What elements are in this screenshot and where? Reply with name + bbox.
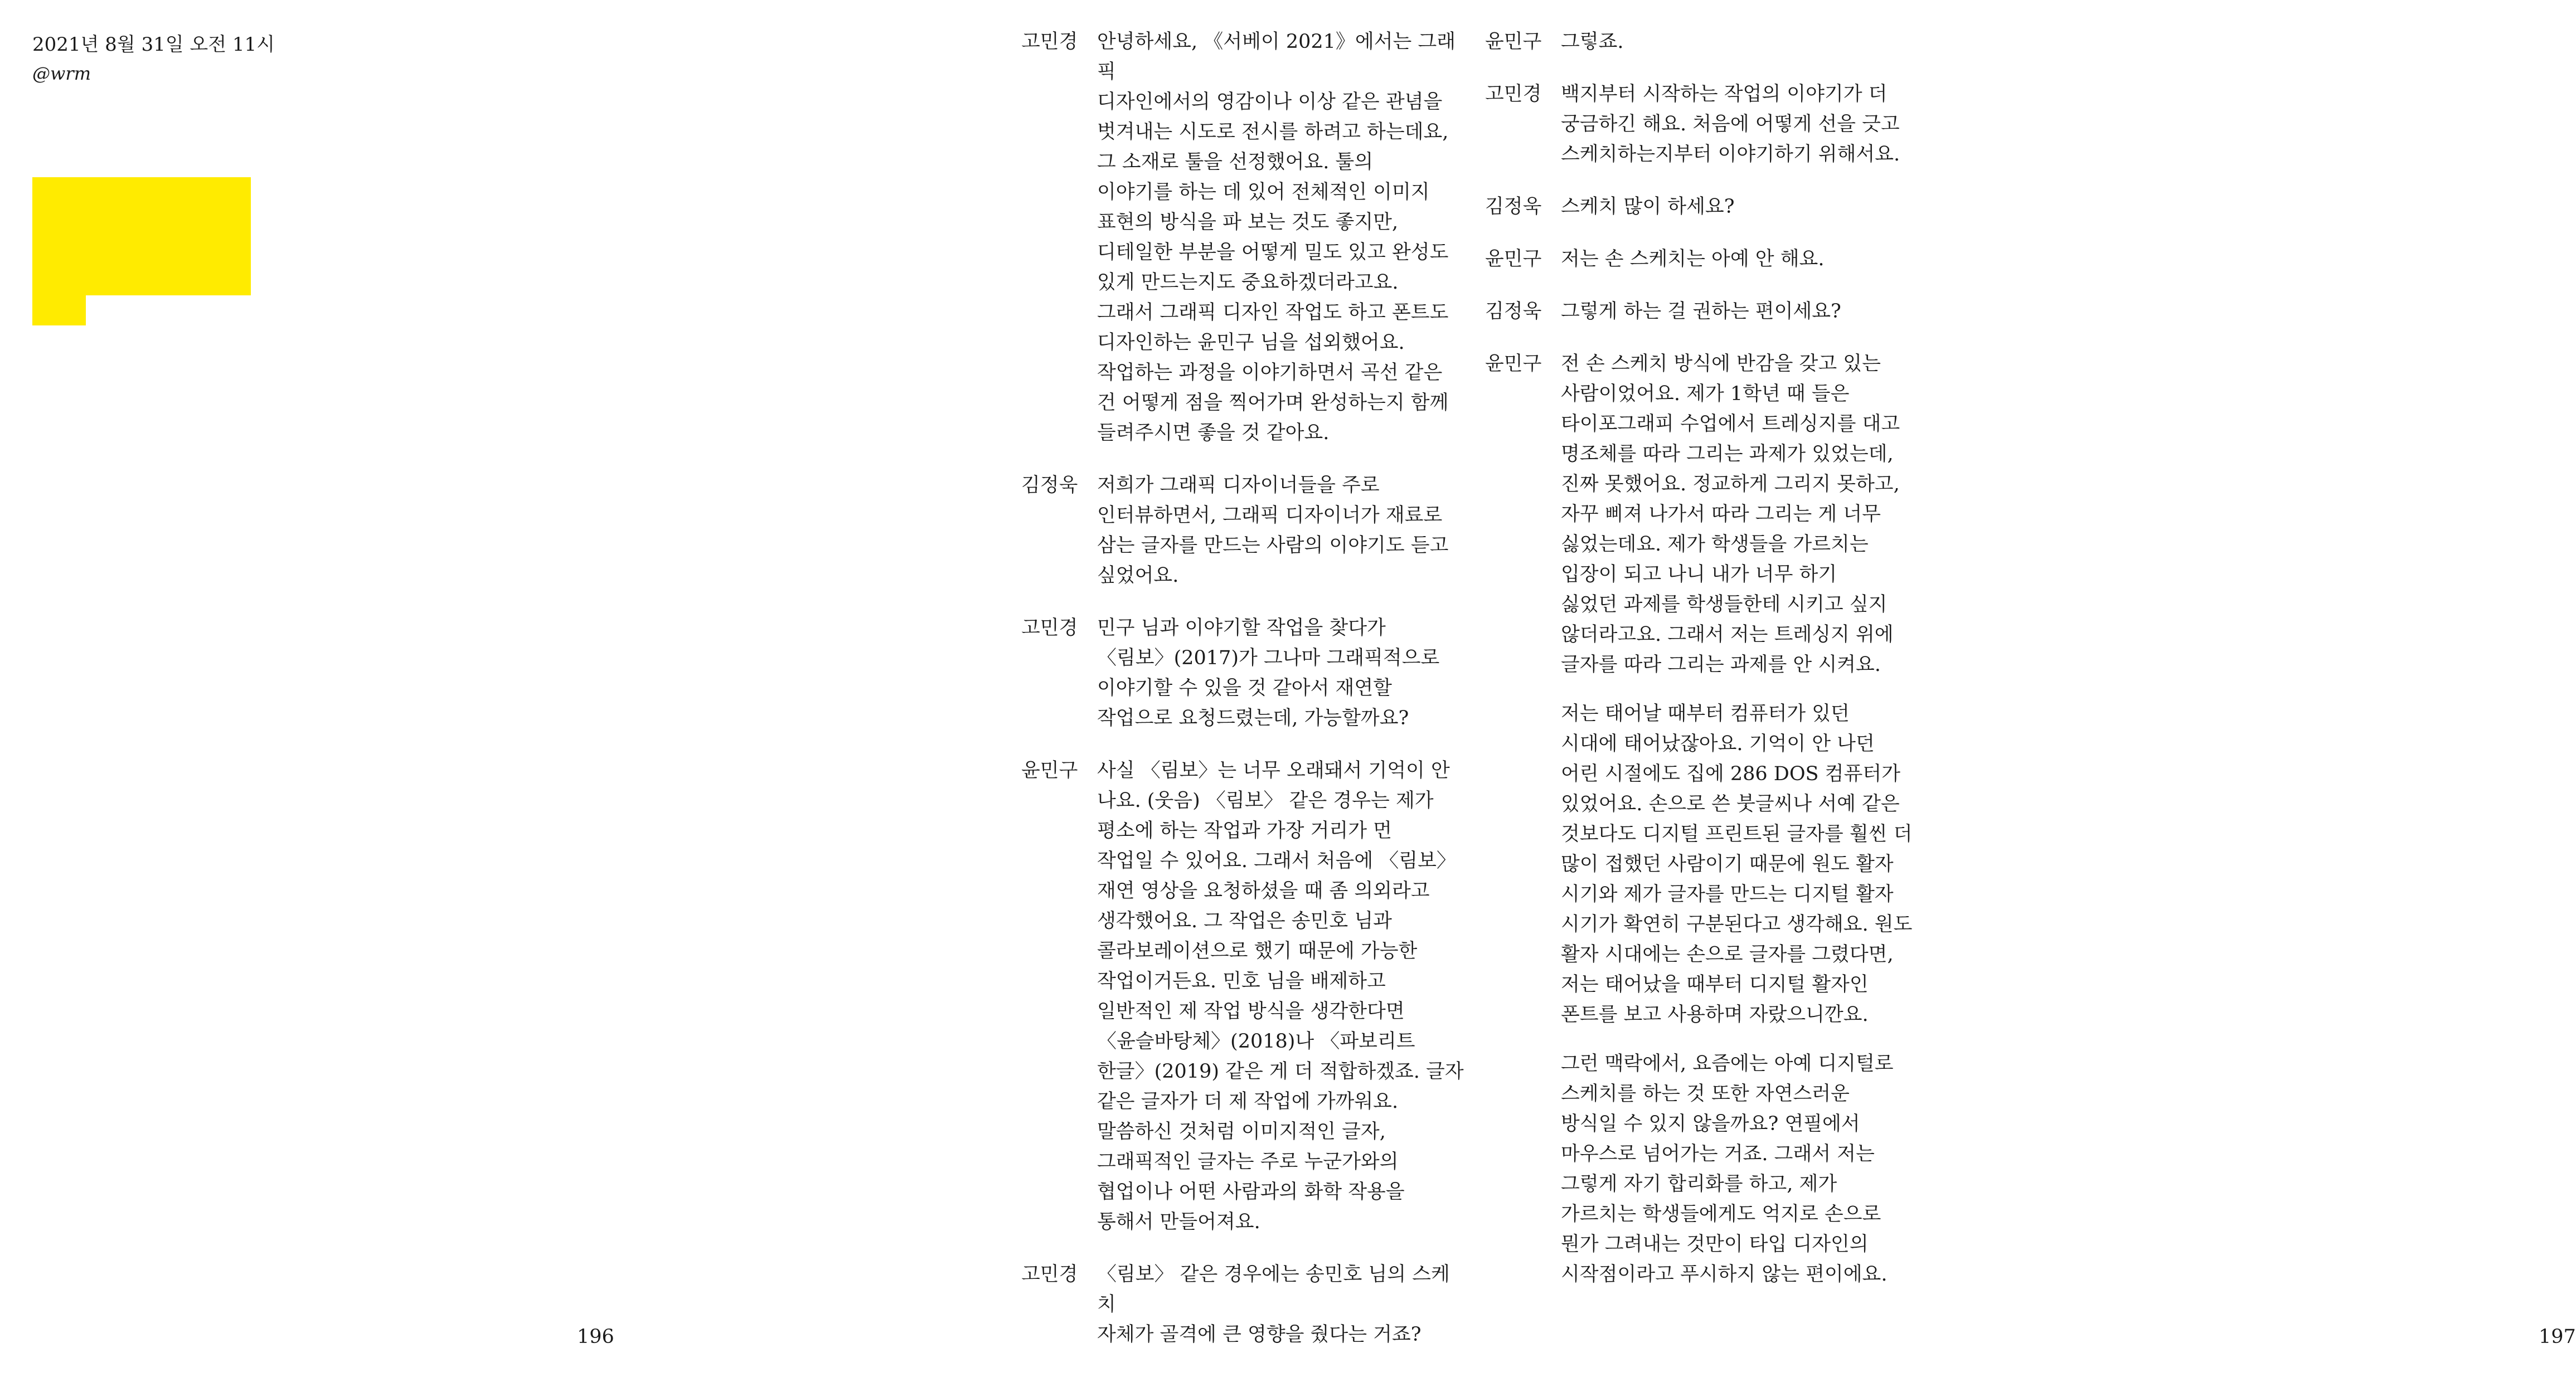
dialogue-body	[1561, 192, 1931, 222]
dialogue-turn	[1021, 613, 1467, 733]
dialogue-paragraph: 〈림보〉 같은 경우에는 송민호 님의 스케치 자체가 골격에 큰 영향을 줬다는 거죠?	[1097, 1263, 1450, 1346]
yellow-block-graphic	[32, 177, 251, 325]
dialogue-paragraph: 저는 손 스케치는 아예 안 해요.	[1561, 248, 1825, 270]
dialogue-turn	[1021, 756, 1467, 1237]
session-date: 2021년 8월 31일 오전 11시	[32, 33, 275, 56]
dialogue-paragraph: 저희가 그래픽 디자이너들을 주로 인터뷰하면서, 그래픽 디자이너가 재료로 삼는 글자를 만드는 사람의 이야기도 듣고 싶었어요.	[1097, 474, 1449, 587]
page-number-right: 197	[2539, 1326, 2576, 1348]
speaker-name: 김정욱	[1485, 300, 1542, 323]
speaker-name: 윤민구	[1485, 248, 1542, 270]
dialogue-turn	[1485, 349, 1931, 1289]
dialogue-body	[1097, 613, 1467, 733]
dialogue-paragraph: 전 손 스케치 방식에 반감을 갖고 있는 사람이었어요. 제가 1학년 때 들은 타이포그래피 수업에서 트레싱지를 대고 명조체를 따라 그리는 과제가 있었는데, 진짜 못했어요. 정교하게 그리지 못하고, 자꾸 삐져 나가서 따라 그리는 게 너무 싫었는데요. 제가 학생들을 가르치는 입장이 되고 나니 내가 너무 하기 싫었던 과제를 학생들한테 시키고 싶지 않더라고요. 그래서 저는 트레싱지 위에 글자를 따라 그리는 과제를 안 시켜요.	[1561, 353, 1900, 676]
dialogue-body	[1097, 470, 1467, 591]
interview-column-2	[1485, 27, 1931, 1312]
left-page	[0, 0, 974, 1382]
dialogue-turn	[1485, 244, 1931, 274]
dialogue-body	[1561, 296, 1931, 327]
dialogue-paragraph: 그런 맥락에서, 요즘에는 아예 디지털로 스케치를 하는 것 또한 자연스러운 방식일 수 있지 않을까요? 연필에서 마우스로 넘어가는 거죠. 그래서 저는 그렇게 자기 합리화를 하고, 제가 가르치는 학생들에게도 억지로 손으로 뭔가 그려내는 것만이 타입 디자인의 시작점이라고 푸시하지 않는 편이에요.	[1561, 1053, 1894, 1286]
dialogue-paragraph: 민구 님과 이야기할 작업을 찾다가 〈림보〉(2017)가 그나마 그래픽적으로 이야기할 수 있을 것 같아서 재연할 작업으로 요청드렸는데, 가능할까요?	[1097, 617, 1440, 729]
yellow-block-shape	[32, 177, 251, 325]
session-handle: @wrm	[32, 63, 91, 84]
dialogue-turn	[1021, 27, 1467, 448]
dialogue-body	[1097, 756, 1467, 1237]
interview-column-1	[1021, 27, 1467, 1372]
speaker-name: 김정욱	[1485, 196, 1542, 218]
dialogue-turn	[1485, 296, 1931, 327]
page-number-left: 196	[577, 1326, 614, 1348]
speaker-name: 고민경	[1485, 83, 1542, 105]
dialogue-turn	[1485, 192, 1931, 222]
dialogue-paragraph: 그렇죠.	[1561, 31, 1624, 53]
dialogue-paragraph: 스케치 많이 하세요?	[1561, 196, 1735, 218]
dialogue-turn	[1485, 27, 1931, 57]
speaker-name: 윤민구	[1021, 760, 1078, 782]
dialogue-paragraph: 저는 태어날 때부터 컴퓨터가 있던 시대에 태어났잖아요. 기억이 안 나던 어린 시절에도 집에 286 DOS 컴퓨터가 있었어요. 손으로 쓴 붓글씨나 서예 같은 것보다도 디지털 프린트된 글자를 훨씬 더 많이 접했던 사람이기 때문에 원도 활자 시기와 제가 글자를 만드는 디지털 활자 시기가 확연히 구분된다고 생각해요. 원도 활자 시대에는 손으로 글자를 그렸다면, 저는 태어났을 때부터 디지털 활자인 폰트를 보고 사용하며 자랐으니깐요.	[1561, 703, 1913, 1026]
dialogue-paragraph: 안녕하세요, 《서베이 2021》에서는 그래픽 디자인에서의 영감이나 이상 같은 관념을 벗겨내는 시도로 전시를 하려고 하는데요, 그 소재로 툴을 선정했어요. 툴의 이야기를 하는 데 있어 전체적인 이미지 표현의 방식을 파 보는 것도 좋지만, 디테일한 부분을 어떻게 밀도 있고 완성도 있게 만드는지도 중요하겠더라고요. 그래서 그래픽 디자인 작업도 하고 폰트도 디자인하는 윤민구 님을 섭외했어요. 작업하는 과정을 이야기하면서 곡선 같은 건 어떻게 점을 찍어가며 완성하는지 함께 들려주시면 좋을 것 같아요.	[1097, 31, 1456, 444]
dialogue-turn	[1021, 1259, 1467, 1350]
dialogue-body	[1561, 349, 1931, 1289]
dialogue-body	[1561, 79, 1931, 169]
speaker-name: 김정욱	[1021, 474, 1078, 497]
speaker-name: 고민경	[1021, 617, 1078, 639]
dialogue-turn	[1021, 470, 1467, 591]
dialogue-turn	[1485, 79, 1931, 169]
dialogue-body	[1561, 27, 1931, 57]
dialogue-body	[1097, 27, 1467, 448]
dialogue-paragraph: 백지부터 시작하는 작업의 이야기가 더 궁금하긴 해요. 처음에 어떻게 선을 긋고 스케치하는지부터 이야기하기 위해서요.	[1561, 83, 1900, 166]
speaker-name: 윤민구	[1485, 353, 1542, 375]
speaker-name: 고민경	[1021, 1263, 1078, 1286]
dialogue-body	[1097, 1259, 1467, 1350]
dialogue-paragraph: 그렇게 하는 걸 권하는 편이세요?	[1561, 300, 1841, 323]
speaker-name: 고민경	[1021, 31, 1078, 53]
dialogue-paragraph: 사실 〈림보〉는 너무 오래돼서 기억이 안 나요. (웃음) 〈림보〉 같은 경우는 제가 평소에 하는 작업과 가장 거리가 먼 작업일 수 있어요. 그래서 처음에 〈림보〉 재연 영상을 요청하셨을 때 좀 의외라고 생각했어요. 그 작업은 송민호 님과 콜라보레이션으로 했기 때문에 가능한 작업이거든요. 민호 님을 배제하고 일반적인 제 작업 방식을 생각한다면 〈윤슬바탕체〉(2018)나 〈파보리트 한글〉(2019) 같은 게 더 적합하겠죠. 글자 같은 글자가 더 제 작업에 가까워요. 말씀하신 것처럼 이미지적인 글자, 그래픽적인 글자는 주로 누군가와의 협업이나 어떤 사람과의 화학 작용을 통해서 만들어져요.	[1097, 760, 1464, 1233]
dialogue-body	[1561, 244, 1931, 274]
speaker-name: 윤민구	[1485, 31, 1542, 53]
